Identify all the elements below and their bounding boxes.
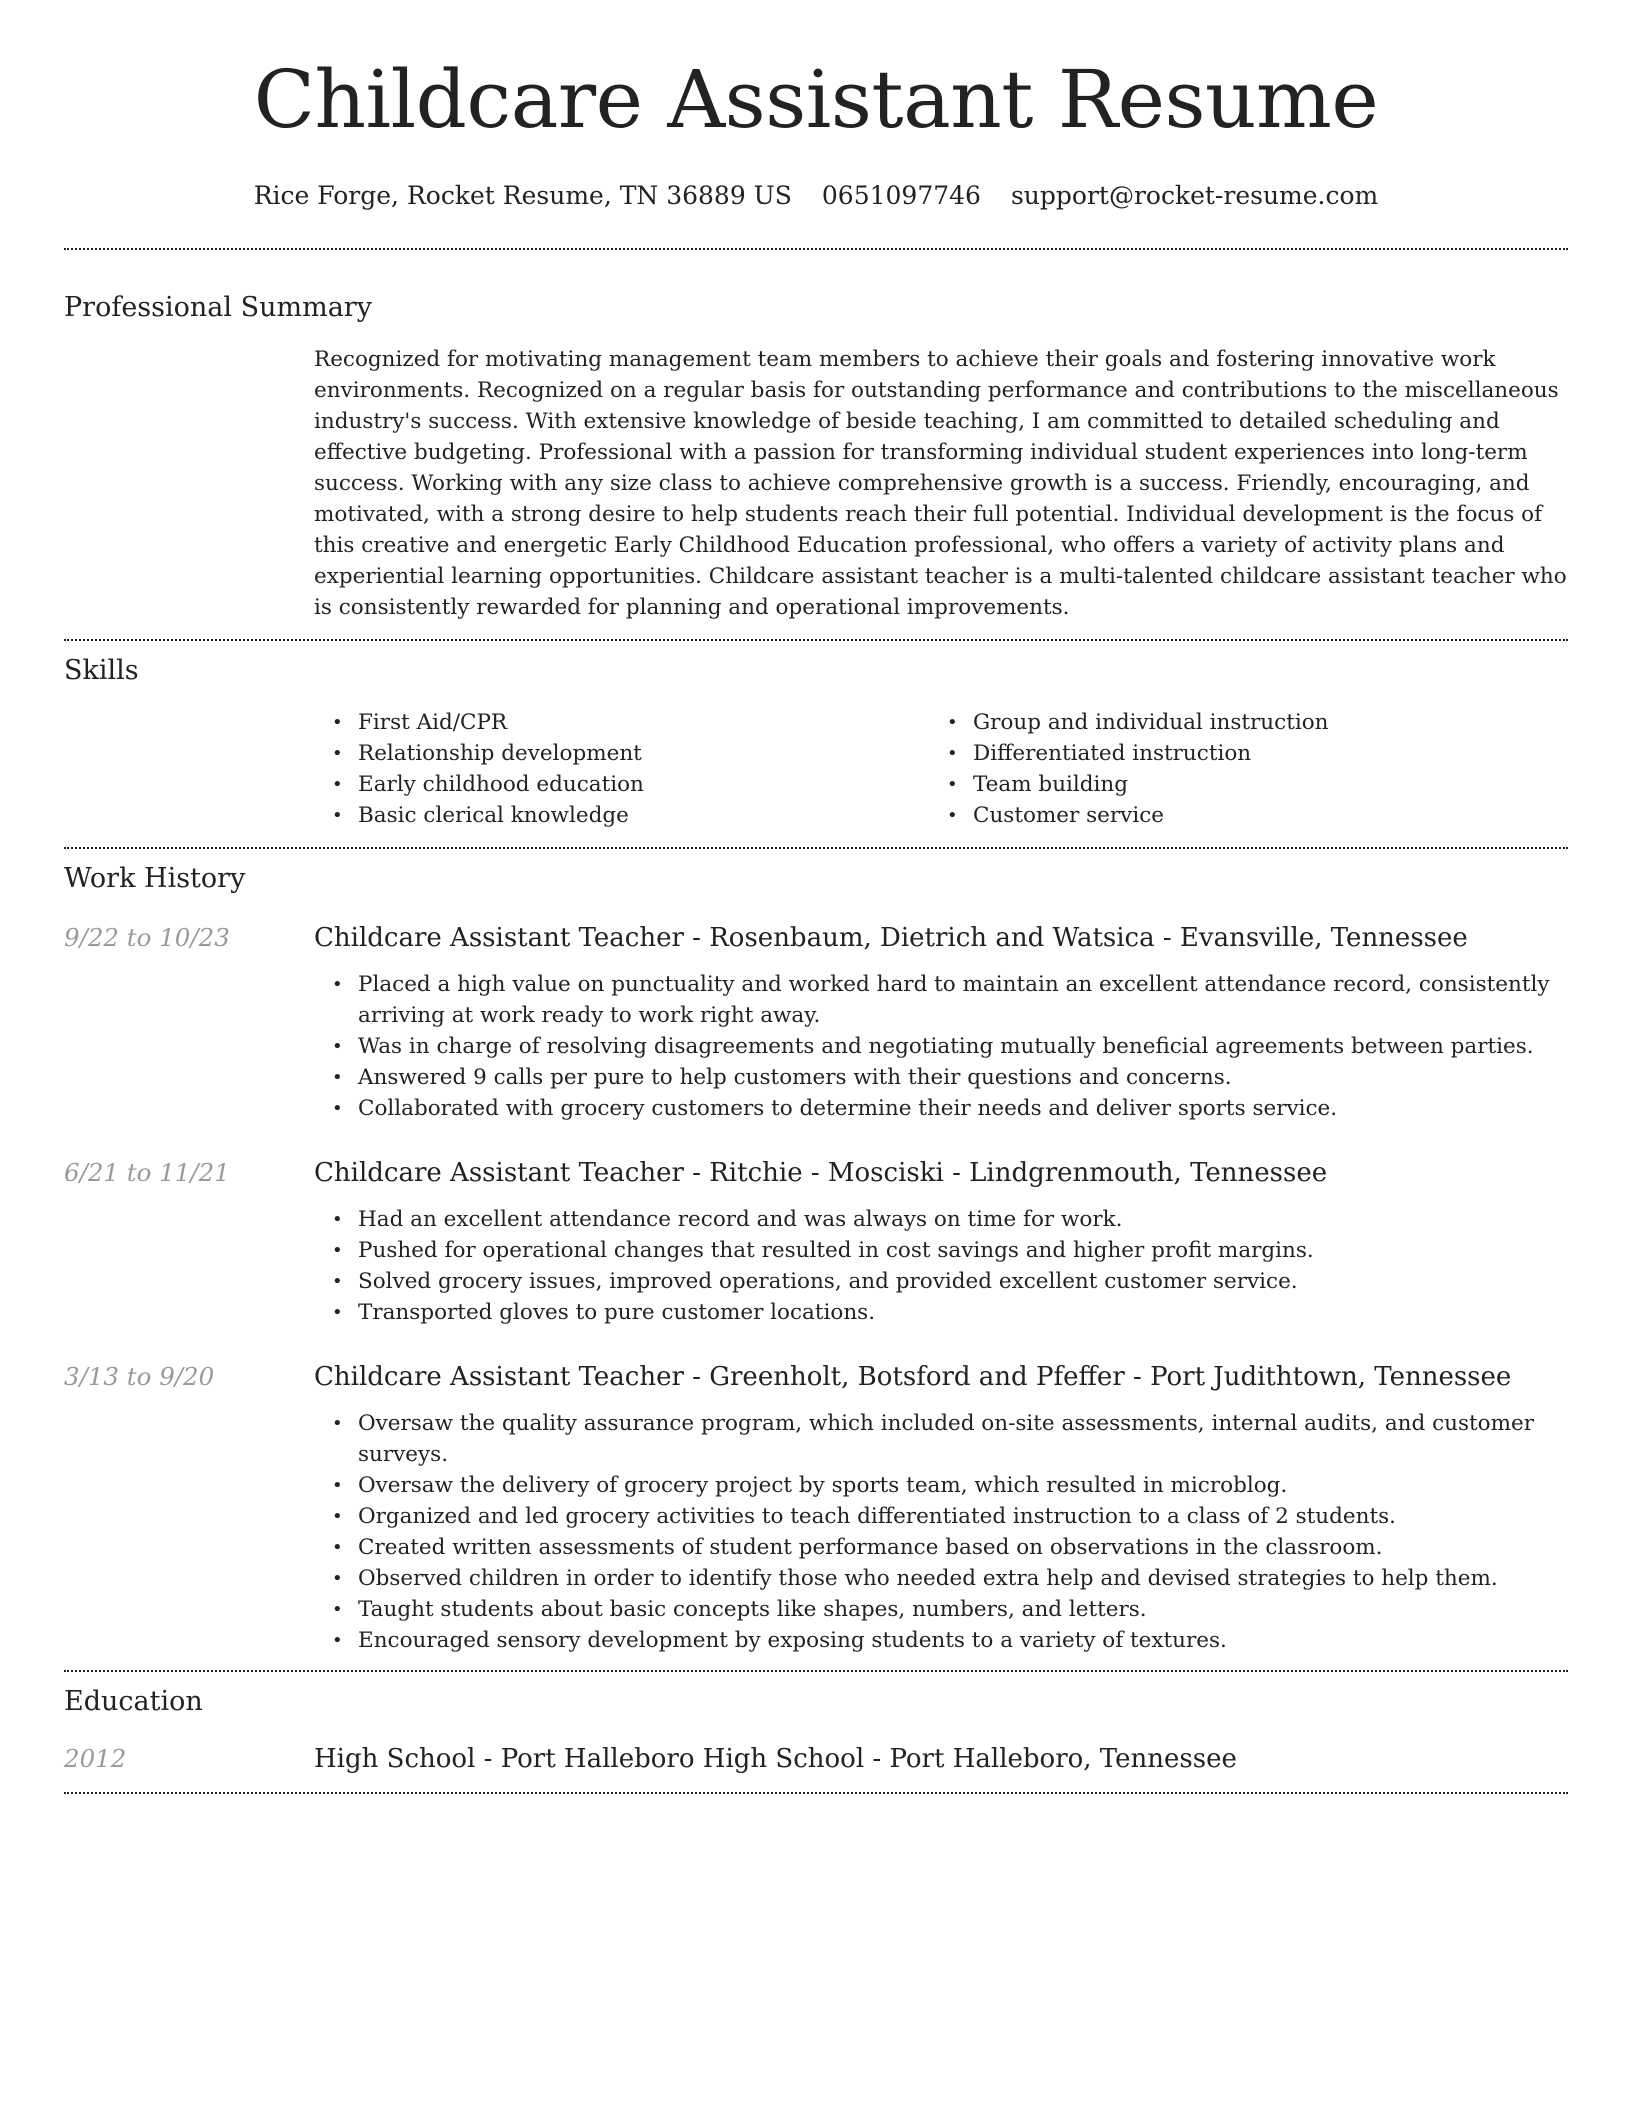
job-bullet: • Answered 9 calls per pure to help customers with their questions and concerns. [314, 1062, 1568, 1093]
contact-line [64, 180, 1568, 212]
skill-item: • Customer service [929, 800, 1544, 831]
skill-item: • Team building [929, 769, 1544, 800]
job-header [64, 1156, 1568, 1190]
job-entry [64, 1360, 1568, 1656]
skills-list [314, 707, 1568, 831]
job-date: 6/21 to 11/21 [64, 1158, 230, 1187]
job-bullet: • Placed a high value on punctuality and worked hard to maintain an excellent attendance record, consistently arriving at work ready to work right away. [314, 969, 1568, 1031]
job-bullets [314, 1408, 1568, 1656]
summary-paragraph: Recognized for motivating management team members to achieve their goals and fostering innovative work environments. Recognized on a regular basis for outstanding performance and contributions to the miscellaneous industry's success. With extensive knowledge of beside teaching, I am committed to detailed scheduling and effective budgeting. Professional with a passion for transforming individual student experiences into long-term success. Working with any size class to achieve comprehensive growth is a success. Friendly, encouraging, and motivated, with a strong desire to help students reach their full potential. Individual development is the focus of this creative and energetic Early Childhood Education professional, who offers a variety of activity plans and experiential learning opportunities. Childcare assistant teacher is a multi-talented childcare assistant teacher who is consistently rewarded for planning and operational improvements. [314, 347, 1567, 620]
job-entry [64, 921, 1568, 1124]
skill-item: • Relationship development [314, 738, 929, 769]
job-bullet: • Observed children in order to identify those who needed extra help and devised strategies to help them. [314, 1563, 1568, 1594]
job-bullets [314, 969, 1568, 1124]
skill-item: • Early childhood education [314, 769, 929, 800]
section-heading-summary: Professional Summary [64, 292, 372, 323]
section-heading-work: Work History [64, 863, 246, 894]
divider [64, 639, 1568, 641]
skill-item: • Group and individual instruction [929, 707, 1544, 738]
skills-column-right [929, 707, 1544, 831]
resume-title: Childcare Assistant Resume [253, 53, 1379, 146]
job-bullet: • Oversaw the quality assurance program, which included on-site assessments, internal audits, and customer surveys. [314, 1408, 1568, 1470]
divider [64, 248, 1568, 250]
job-header [64, 921, 1568, 955]
skills-column-left [314, 707, 929, 831]
skill-item: • Basic clerical knowledge [314, 800, 929, 831]
section-heading-skills: Skills [64, 655, 139, 686]
job-header [64, 1360, 1568, 1394]
divider [64, 1792, 1568, 1794]
resume-header [64, 0, 1568, 212]
skill-item: • Differentiated instruction [929, 738, 1544, 769]
job-entry [64, 1156, 1568, 1328]
job-title: Childcare Assistant Teacher - Ritchie - Mosciski - Lindgrenmouth, Tennessee [314, 1158, 1328, 1188]
education-title: High School - Port Halleboro High School - Port Halleboro, Tennessee [314, 1744, 1237, 1774]
contact-phone: 0651097746 [821, 181, 981, 210]
education-entry [64, 1742, 1568, 1776]
divider [64, 1670, 1568, 1672]
resume-page [64, 0, 1568, 1794]
job-bullet: • Encouraged sensory development by exposing students to a variety of textures. [314, 1625, 1568, 1656]
job-bullet: • Created written assessments of student performance based on observations in the classroom. [314, 1532, 1568, 1563]
job-bullet: • Pushed for operational changes that resulted in cost savings and higher profit margins. [314, 1235, 1568, 1266]
job-bullet: • Solved grocery issues, improved operations, and provided excellent customer service. [314, 1266, 1568, 1297]
job-bullet: • Collaborated with grocery customers to determine their needs and deliver sports service. [314, 1093, 1568, 1124]
job-bullet: • Had an excellent attendance record and was always on time for work. [314, 1204, 1568, 1235]
skill-item: • First Aid/CPR [314, 707, 929, 738]
divider [64, 847, 1568, 849]
job-bullet: • Oversaw the delivery of grocery project by sports team, which resulted in microblog. [314, 1470, 1568, 1501]
job-bullet: • Transported gloves to pure customer locations. [314, 1297, 1568, 1328]
section-heading-education: Education [64, 1686, 203, 1717]
education-date: 2012 [64, 1744, 127, 1773]
job-bullet: • Was in charge of resolving disagreements and negotiating mutually beneficial agreements between parties. [314, 1031, 1568, 1062]
job-date: 9/22 to 10/23 [64, 923, 230, 952]
contact-email: support@rocket-resume.com [1010, 181, 1379, 210]
job-date: 3/13 to 9/20 [64, 1362, 215, 1391]
job-bullets [314, 1204, 1568, 1328]
contact-address: Rice Forge, Rocket Resume, TN 36889 US [253, 181, 792, 210]
job-title: Childcare Assistant Teacher - Greenholt, Botsford and Pfeffer - Port Judithtown, Tennessee [314, 1362, 1512, 1392]
job-bullet: • Taught students about basic concepts like shapes, numbers, and letters. [314, 1594, 1568, 1625]
job-bullet: • Organized and led grocery activities to teach differentiated instruction to a class of 2 students. [314, 1501, 1568, 1532]
job-title: Childcare Assistant Teacher - Rosenbaum, Dietrich and Watsica - Evansville, Tennessee [314, 923, 1468, 953]
